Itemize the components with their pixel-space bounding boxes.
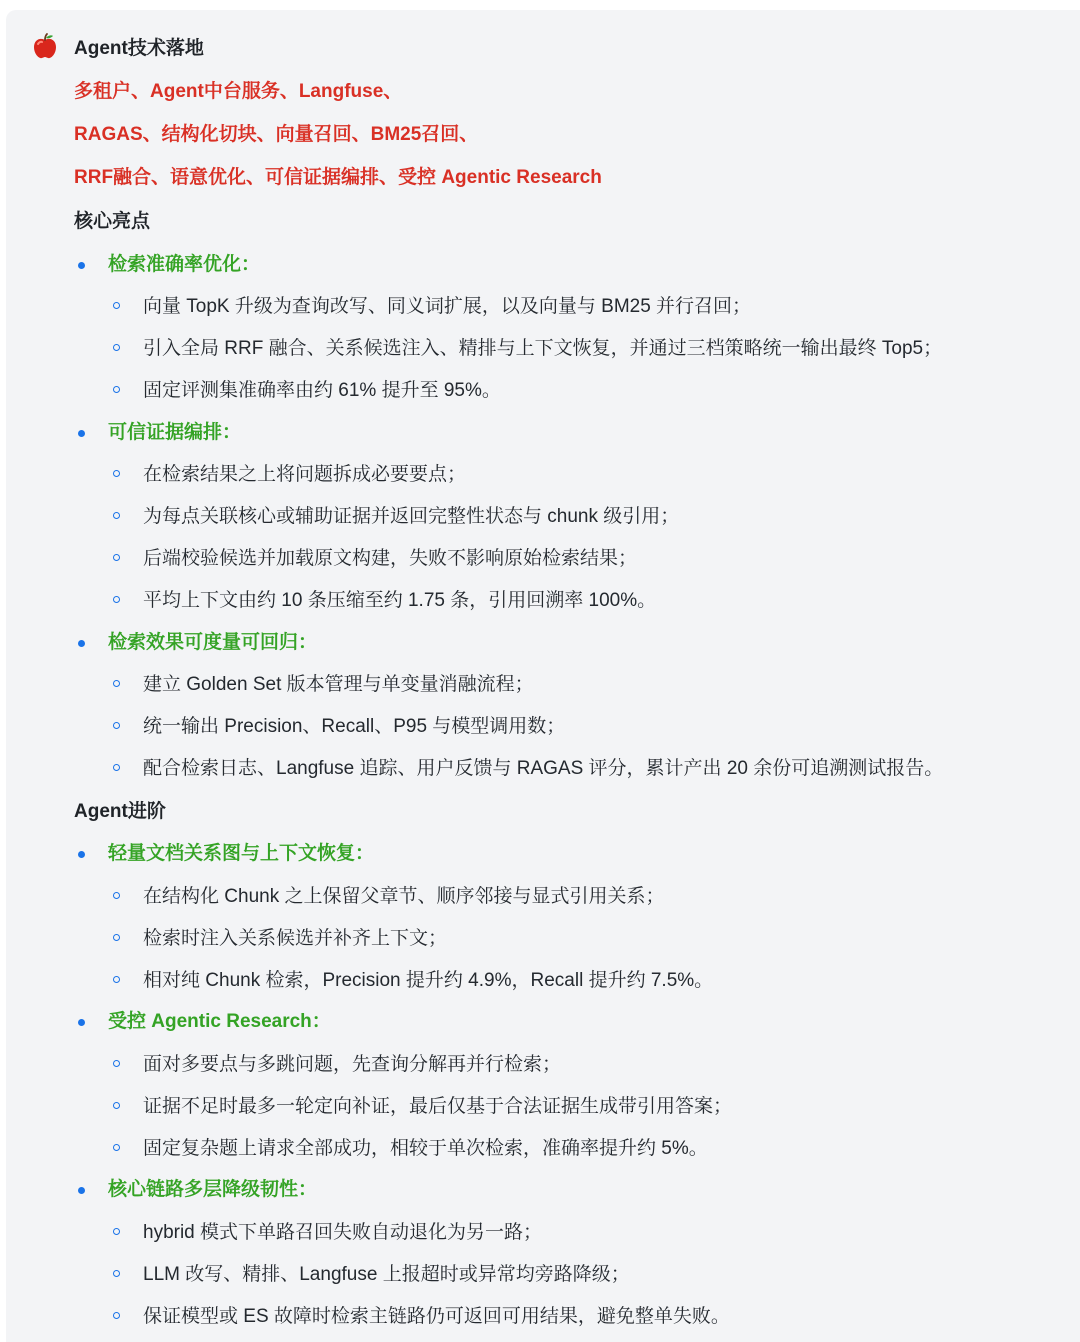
list-item: 后端校验候选并加载原文构建，失败不影响原始检索结果； xyxy=(143,548,638,569)
sub-bullet-circle xyxy=(113,302,120,309)
list-item: 平均上下文由约 10 条压缩至约 1.75 条，引用回溯率 100%。 xyxy=(143,590,657,611)
sub-bullet-circle xyxy=(113,1144,120,1151)
list-item: 向量 TopK 升级为查询改写、同义词扩展，以及向量与 BM25 并行召回； xyxy=(143,296,752,317)
sub-bullet-circle xyxy=(113,512,120,519)
bullet-dot xyxy=(78,1019,85,1026)
bullet-dot xyxy=(78,262,85,269)
bullet-dot xyxy=(78,640,85,647)
sub-bullet-circle xyxy=(113,344,120,351)
bullet-dot xyxy=(78,1187,85,1194)
bullet-dot xyxy=(78,851,85,858)
sub-bullet-circle xyxy=(113,470,120,477)
group-title: 受控 Agentic Research： xyxy=(108,1011,331,1032)
list-item: 保证模型或 ES 故障时检索主链路仍可返回可用结果，避免整单失败。 xyxy=(143,1306,730,1327)
group-title: 轻量文档关系图与上下文恢复： xyxy=(108,843,375,864)
sub-bullet-circle xyxy=(113,722,120,729)
list-item: LLM 改写、精排、Langfuse 上报超时或异常均旁路降级； xyxy=(143,1264,630,1285)
sub-bullet-circle xyxy=(113,934,120,941)
list-item: 为每点关联核心或辅助证据并返回完整性状态与 chunk 级引用； xyxy=(143,506,680,527)
list-item: 统一输出 Precision、Recall、P95 与模型调用数； xyxy=(143,716,566,737)
list-item: 固定复杂题上请求全部成功，相较于单次检索，准确率提升约 5%。 xyxy=(143,1138,708,1159)
group-title: 可信证据编排： xyxy=(108,422,242,443)
sub-bullet-circle xyxy=(113,554,120,561)
list-item: 相对纯 Chunk 检索，Precision 提升约 4.9%，Recall 提升约 7.5%。 xyxy=(143,970,714,991)
keyword-line: 多租户、Agent中台服务、Langfuse、 xyxy=(74,81,403,102)
sub-bullet-circle xyxy=(113,1270,120,1277)
list-item: 在检索结果之上将问题拆成必要要点； xyxy=(143,464,467,485)
sub-bullet-circle xyxy=(113,386,120,393)
group-title: 核心链路多层降级韧性： xyxy=(108,1179,318,1200)
keyword-line: RAGAS、结构化切块、向量召回、BM25召回、 xyxy=(74,124,479,145)
sub-bullet-circle xyxy=(113,1060,120,1067)
sub-bullet-circle xyxy=(113,892,120,899)
list-item: 证据不足时最多一轮定向补证，最后仅基于合法证据生成带引用答案； xyxy=(143,1096,733,1117)
sub-bullet-circle xyxy=(113,1228,120,1235)
list-item: 面对多要点与多跳问题，先查询分解再并行检索； xyxy=(143,1054,562,1075)
keyword-line: RRF融合、语意优化、可信证据编排、受控 Agentic Research xyxy=(74,167,602,188)
sub-bullet-circle xyxy=(113,1312,120,1319)
sub-bullet-circle xyxy=(113,976,120,983)
list-item: hybrid 模式下单路召回失败自动退化为另一路； xyxy=(143,1222,543,1243)
bullet-dot xyxy=(78,430,85,437)
sub-bullet-circle xyxy=(113,764,120,771)
group-title: 检索准确率优化： xyxy=(108,254,261,275)
sub-bullet-circle xyxy=(113,596,120,603)
list-item: 固定评测集准确率由约 61% 提升至 95%。 xyxy=(143,380,501,401)
sub-bullet-circle xyxy=(113,1102,120,1109)
sub-bullet-circle xyxy=(113,680,120,687)
note-card xyxy=(6,10,1080,1342)
list-item: 配合检索日志、Langfuse 追踪、用户反馈与 RAGAS 评分，累计产出 20 余份可追溯测试报告。 xyxy=(143,758,944,779)
note-title: Agent技术落地 xyxy=(74,38,204,59)
group-title: 检索效果可度量可回归： xyxy=(108,632,318,653)
list-item: 建立 Golden Set 版本管理与单变量消融流程； xyxy=(143,674,534,695)
list-item: 引入全局 RRF 融合、关系候选注入、精排与上下文恢复，并通过三档策略统一输出最终 Top5； xyxy=(143,338,943,359)
apple-icon xyxy=(31,32,59,60)
list-item: 在结构化 Chunk 之上保留父章节、顺序邻接与显式引用关系； xyxy=(143,886,665,907)
list-item: 检索时注入关系候选并补齐上下文； xyxy=(143,928,448,949)
section-heading: 核心亮点 xyxy=(74,211,151,232)
section-heading: Agent进阶 xyxy=(74,801,166,822)
